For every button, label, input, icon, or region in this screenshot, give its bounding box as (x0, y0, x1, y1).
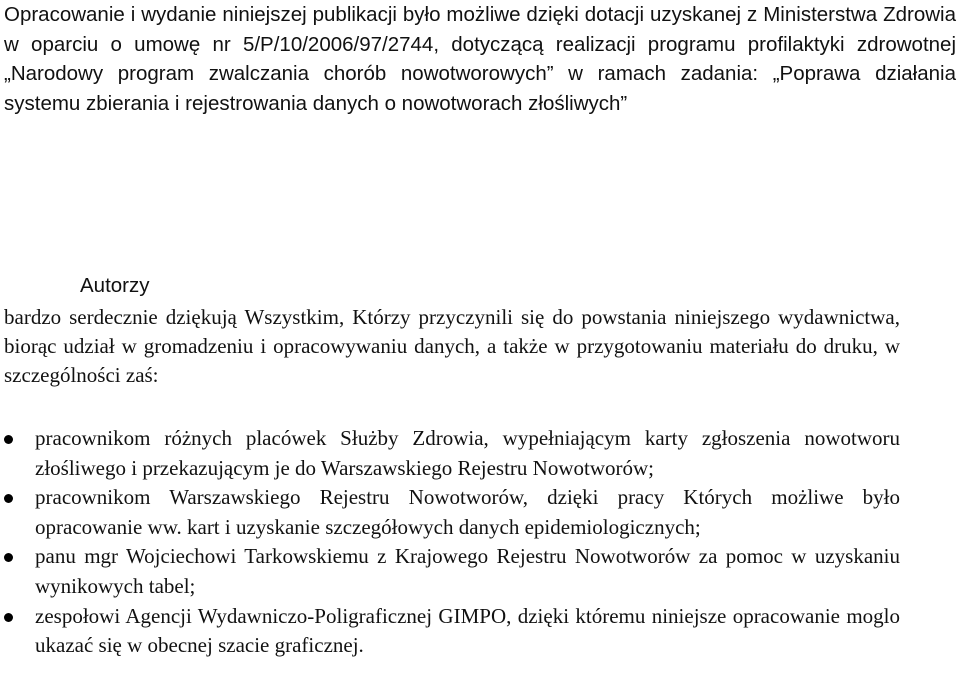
acknowledgement-paragraph: bardzo serdecznie dziękują Wszystkim, Którzy przyczynili się do powstania niniejszego wydawnictwa, biorąc udział w gromadzeniu i opracowywaniu danych, a także w przygotowaniu materiału do druku, w szczególności zaś: (4, 305, 900, 387)
bullet-icon (4, 494, 13, 503)
bullet-icon (4, 613, 13, 622)
bullet-icon (4, 435, 13, 444)
list-item (0, 602, 900, 661)
list-item-text: pracownikom różnych placówek Służby Zdrowia, wypełniającym karty zgłoszenia nowotworu złośliwego i przekazującym je do Warszawskiego Rejestru Nowotworów; (35, 426, 900, 480)
acknowledgement-intro (4, 303, 900, 390)
list-item-text: zespołowi Agencji Wydawniczo-Poligraficznej GIMPO, dzięki któremu niniejsze opracowanie moglo ukazać się w obecnej szacie graficznej. (35, 603, 900, 658)
list-item (0, 483, 900, 542)
bullet-icon (4, 553, 13, 562)
authors-heading: Autorzy (80, 274, 150, 297)
funding-statement (4, 0, 956, 118)
list-item (0, 424, 900, 483)
list-item-text: pracownikom Warszawskiego Rejestru Nowotworów, dzięki pracy Których możliwe było opracowanie ww. kart i uzyskanie szczegółowych danych epidemiologicznych; (35, 485, 900, 539)
list-item (0, 542, 900, 601)
acknowledgement-list (0, 424, 900, 661)
list-item-text: panu mgr Wojciechowi Tarkowskiemu z Krajowego Rejestru Nowotworów za pomoc w uzyskaniu wynikowych tabel; (35, 544, 900, 598)
funding-paragraph: Opracowanie i wydanie niniejszej publikacji było możliwe dzięki dotacji uzyskanej z Ministerstwa Zdrowia w oparciu o umowę nr 5/P/10/2006/97/2744, dotyczącą realizacji programu profilaktyki zdrowotnej „Narodowy program zwalczania chorób nowotworowych” w ramach zadania: „Poprawa działania systemu zbierania i rejestrowania danych o nowotworach złośliwych” (4, 3, 956, 115)
